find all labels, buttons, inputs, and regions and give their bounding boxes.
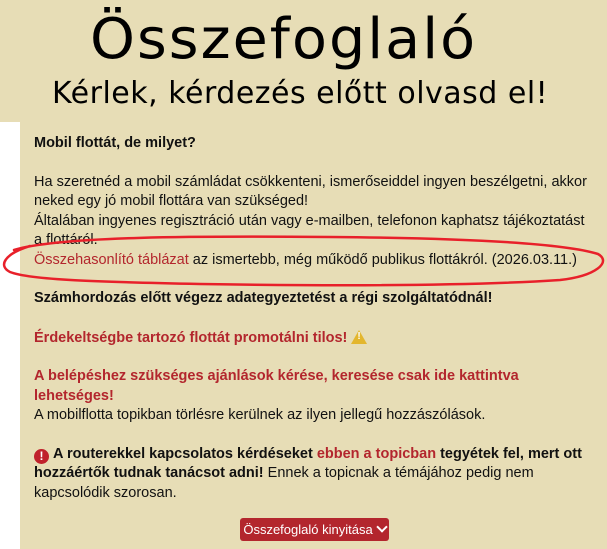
expand-summary-label: Összefoglaló kinyitása: [243, 522, 373, 537]
comparison-table-link[interactable]: Összehasonlító táblázat: [34, 251, 189, 268]
router-notice-mid: tegyétek fel, mert ott hozzáértők tudnak tanácsot adni!: [34, 445, 582, 481]
intro-paragraph: Ha szeretnéd a mobil számládat csökkenteni, ismerőseiddel ingyen beszélgetni, akkor neked egy jó mobil flottára van szükséged!: [34, 173, 587, 209]
summary-header: [0, 0, 607, 122]
comparison-line: [34, 251, 594, 271]
router-notice: [34, 445, 594, 504]
summary-content: [34, 134, 594, 503]
info-paragraph: Általában ingyenes regisztráció után vagy e-mailben, telefonon kaphatsz tájékoztatást a flottáról.: [34, 212, 585, 248]
promo-line: [34, 328, 594, 349]
router-notice-start: A routerekkel kapcsolatos kérdéseket: [53, 445, 317, 462]
referral-link[interactable]: A belépéshez szükséges ajánlások kérése, keresése csak ide kattintva lehetséges!: [34, 368, 519, 404]
exclamation-circle-icon: !: [34, 449, 49, 464]
comparison-text: az ismertebb, még működő publikus flottákról. (2026.03.11.): [188, 251, 577, 268]
page-title: Összefoglaló: [90, 7, 478, 72]
chevron-down-icon: [376, 521, 387, 532]
router-notice-end: Ennek a topicnak a témájához pedig nem kapcsolódik szorosan.: [34, 465, 534, 501]
warning-icon: [351, 330, 367, 344]
page-subtitle: Kérlek, kérdezés előtt olvasd el!: [52, 76, 549, 111]
porting-notice: Számhordozás előtt végezz adategyeztetést a régi szolgáltatódnál!: [34, 290, 493, 306]
promo-notice: Érdekeltségbe tartozó flottát promotálni tilos!: [34, 329, 348, 346]
section-heading: Mobil flottát, de milyet?: [34, 135, 196, 151]
expand-summary-button[interactable]: [240, 518, 389, 541]
router-topic-link[interactable]: ebben a topicban: [316, 445, 437, 462]
referral-note: A mobilflotta topikban törlésre kerülnek az ilyen jellegű hozzászólások.: [34, 407, 486, 423]
